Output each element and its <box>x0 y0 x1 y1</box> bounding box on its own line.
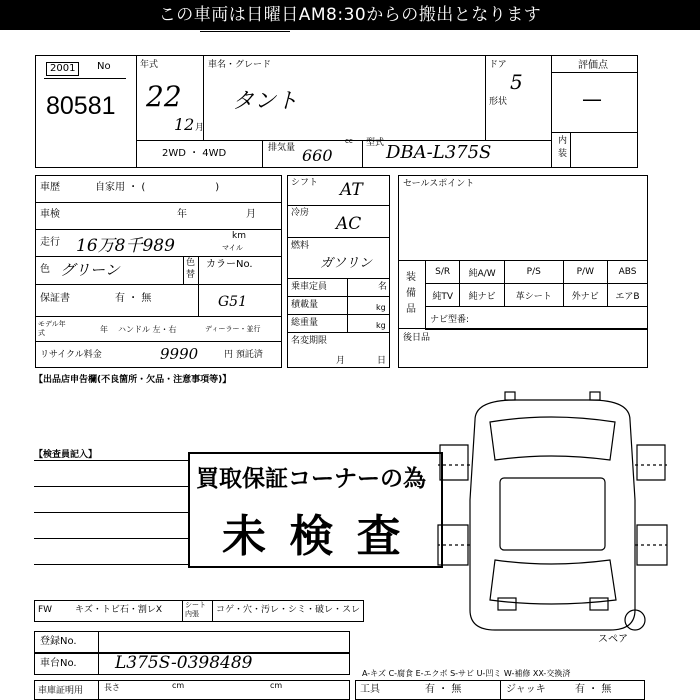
fuel-label: 燃料 <box>291 241 310 251</box>
color-no-label: カラーNo. <box>206 259 253 270</box>
mileage-km: km <box>232 231 246 241</box>
name-label: 車名・グレード <box>208 60 272 70</box>
inspection-label: 車検 <box>40 209 60 220</box>
equipment-ps: P/S <box>504 261 563 284</box>
score-value: — <box>582 87 602 111</box>
history-value: 自家用 ・ ( ) <box>95 182 220 193</box>
later-label: 後日品 <box>403 333 431 343</box>
equipment-aw: 純A/W <box>460 261 505 284</box>
shift-label: シフト <box>291 178 319 188</box>
load-unit: kg <box>376 303 386 312</box>
name-value: タント <box>232 89 299 114</box>
inspection-month-unit: 月 <box>246 209 256 220</box>
equipment-tv: 純TV <box>426 284 460 307</box>
warranty-options: 有 ・ 無 <box>115 293 152 304</box>
chassis-label: 車台No. <box>40 658 77 669</box>
name-change-day: 日 <box>377 356 387 366</box>
drive-options: 2WD ・ 4WD <box>162 148 227 159</box>
cert-cm-1: cm <box>172 681 185 690</box>
warranty-label: 保証書 <box>40 293 70 304</box>
capacity-label: 乗車定員 <box>291 282 328 292</box>
navi-model: ナビ型番: <box>426 307 648 330</box>
lot-year-tag: 2001 <box>46 62 79 76</box>
load-label: 積載量 <box>291 300 319 310</box>
equipment-pw: P/W <box>563 261 607 284</box>
fw-label: FW <box>38 605 53 615</box>
handle-options: ハンドル 左・右 <box>118 325 177 334</box>
mileage-value: 16万8千989 <box>76 236 175 256</box>
equipment-label: 装備品 <box>406 272 416 315</box>
weight-label: 総重量 <box>291 318 319 328</box>
equipment-airbag: エアB <box>608 284 648 307</box>
door-value: 5 <box>510 70 523 94</box>
capacity-unit: 名 <box>378 282 388 292</box>
stamp-line2: 未 検 査 <box>222 511 405 562</box>
registration-row <box>34 631 350 653</box>
stamp-line1: 買取保証コーナーの為 <box>196 466 426 492</box>
interior-label: 内装 <box>558 136 568 159</box>
damage-legend: A-キズ C-腐食 E-エクボ S-サビ U-凹ミ W-補修 XX-交換済 <box>362 669 571 678</box>
seller-notes-label: 【出品店申告欄(不良箇所・欠品・注意事項等)】 <box>34 375 232 385</box>
year-month-unit: 月 <box>195 123 205 133</box>
equipment-table <box>425 260 648 330</box>
dealer-options: ディーラー・並行 <box>205 325 261 333</box>
jack-options: 有 ・ 無 <box>575 684 612 695</box>
history-label: 車歴 <box>40 182 60 193</box>
mileage-mile: マイル <box>222 244 243 252</box>
inspection-year-unit: 年 <box>177 209 187 220</box>
recycle-label: リサイクル料金 <box>40 350 102 360</box>
model-year-label: モデル年式 <box>38 320 66 337</box>
year-month: 12 <box>174 115 195 134</box>
header-rule <box>200 31 290 32</box>
displacement-value: 660 <box>302 146 333 165</box>
name-change-month: 月 <box>336 356 346 366</box>
fw-value: キズ・トビ石・割レX <box>75 605 162 615</box>
lot-no-label: No <box>97 61 111 72</box>
lot-number: 80581 <box>46 92 116 120</box>
seat-value: コゲ・穴・汚レ・シミ・破レ・スレ <box>216 605 361 615</box>
jack-label: ジャッキ <box>506 684 546 695</box>
tools-options: 有 ・ 無 <box>425 684 462 695</box>
shape-label: 形状 <box>489 97 508 107</box>
inspector-notes-label: 【検査員記入】 <box>34 450 98 460</box>
shift-value: AT <box>340 180 363 200</box>
score-label: 評価点 <box>578 60 608 71</box>
equipment-ext-navi: 外ナビ <box>563 284 607 307</box>
color-label: 色 <box>40 264 50 275</box>
model-label: 型式 <box>366 138 385 148</box>
name-change-label: 名変期限 <box>291 336 328 346</box>
recycle-value: 9990 <box>160 345 199 363</box>
car-diagram <box>430 390 690 645</box>
equipment-abs: ABS <box>608 261 648 284</box>
cert-label: 車庫証明用 <box>38 686 84 696</box>
displacement-unit: cc <box>345 137 353 145</box>
door-label: ドア <box>489 60 507 70</box>
banner: この車両は日曜日AM8:30からの搬出となります <box>0 0 700 30</box>
displacement-label: 排気量 <box>268 143 296 153</box>
tools-label: 工具 <box>360 684 380 695</box>
equipment-leather: 革シート <box>504 284 563 307</box>
aircon-label: 冷房 <box>291 208 310 218</box>
recycle-unit: 円 預託済 <box>224 350 263 360</box>
model-year-unit: 年 <box>100 325 108 334</box>
cert-len: 長さ <box>104 683 120 692</box>
mileage-label: 走行 <box>40 237 60 248</box>
top-block <box>35 55 638 168</box>
spare-label: スペア <box>598 634 628 645</box>
cert-cm-2: cm <box>270 681 283 690</box>
model-value: DBA-L375S <box>386 142 492 163</box>
weight-unit: kg <box>376 321 386 330</box>
year-label: 年式 <box>140 60 159 70</box>
fuel-value: ガソリン <box>320 256 373 271</box>
equipment-sr: S/R <box>426 261 460 284</box>
color-change: 色替 <box>186 258 196 280</box>
aircon-value: AC <box>336 214 362 234</box>
color-value: グリーン <box>60 261 120 279</box>
equipment-navi: 純ナビ <box>460 284 505 307</box>
registration-label: 登録No. <box>40 636 77 647</box>
sales-point-label: セールスポイント <box>403 179 475 189</box>
seat-label: シート内張 <box>185 601 206 618</box>
chassis-value: L375S-0398489 <box>115 653 253 673</box>
year-value: 22 <box>146 80 182 113</box>
color-no: G51 <box>218 294 247 310</box>
